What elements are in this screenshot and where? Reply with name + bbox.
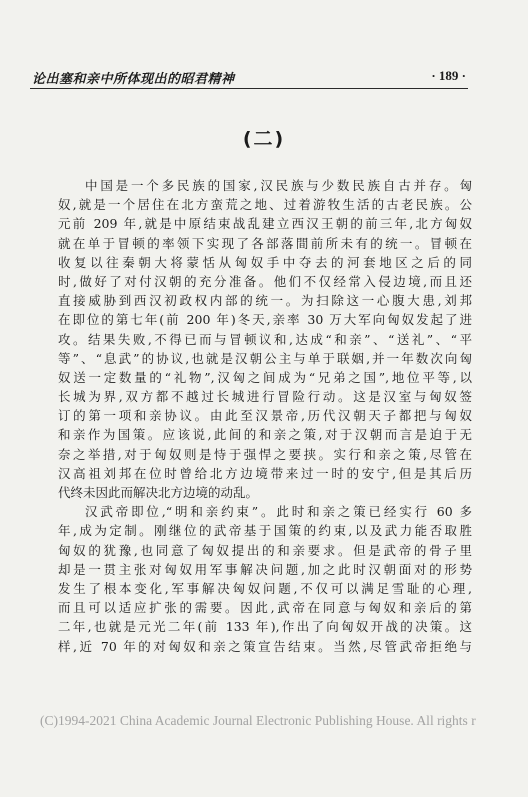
text-line: 和亲作为国策。应该说,此间的和亲之策,对于汉朝而言是迫于无 (58, 427, 472, 443)
paragraph-2 (58, 502, 472, 656)
text-line: 订的第一项和亲协议。由此至汉景帝,历代汉朝天子都把与匈奴 (58, 408, 472, 424)
page-number: · 189 · (431, 68, 466, 83)
running-header-title: 论出塞和亲中所体现出的昭君精神 (32, 72, 235, 87)
text-line: 发生了根本变化,军事解决匈奴问题,不仅可以满足雪耻的心理, (58, 580, 472, 596)
section-heading: (二) (242, 128, 286, 150)
text-line: 就在单于冒顿的率领下实现了各部落間前所未有的统一。冒顿在 (58, 235, 472, 251)
text-line: 在即位的第七年(前 200 年)冬天,亲率 30 万大军向匈奴发起了进 (58, 312, 472, 328)
text-line: 直接威胁到西汉初政权内部的统一。为扫除这一心腹大患,刘邦 (58, 293, 472, 309)
text-line: 汉高祖刘邦在位时曾给北方边境带来过一时的安宁,但是其后历 (58, 465, 472, 481)
text-line: 样,近 70 年的对匈奴和亲之策宣告结束。当然,尽管武帝拒绝与 (58, 638, 472, 654)
paragraph-1 (58, 176, 472, 502)
text-line: 匈奴的犹豫,也同意了匈奴提出的和亲要求。但是武帝的骨子里 (58, 542, 472, 558)
text-line: 却是一贯主张对匈奴用军事解决问题,加之此时汉朝面对的形势 (58, 561, 472, 577)
text-line: 代终未因此而解决北方边境的动乱。 (58, 485, 259, 500)
text-line: 时,做好了对付汉朝的充分准备。他们不仅经常入侵边境,而且还 (58, 273, 472, 289)
text-line: 二年,也就是元光二年(前 133 年),作出了向匈奴开战的决策。这 (58, 619, 472, 635)
text-line: 年,成为定制。刚继位的武帝基于国策的约束,以及武力能否取胜 (58, 523, 472, 539)
text-line: 等”、“息武”的协议,也就是汉朝公主与单于联姻,并一年数次向匈 (58, 350, 472, 366)
running-header (30, 68, 468, 89)
text-line: 汉武帝即位,“明和亲约束”。此时和亲之策已经实行 60 多 (85, 504, 472, 520)
text-line: 奴,就是一个居住在北方蛮荒之地、过着游牧生活的古老民族。公 (58, 197, 472, 213)
text-line: 收复以往秦朝大将蒙恬从匈奴手中夺去的河套地区之后的同 (58, 254, 472, 270)
text-line: 攻。结果失败,不得已而与冒顿议和,达成“和亲”、“送礼”、“平 (58, 331, 472, 347)
text-line: 而且可以适应扩张的需要。因此,武帝在同意与匈奴和亲后的第 (58, 600, 472, 616)
text-line: 奴送一定数量的“礼物”,汉匈之间成为“兄弟之国”,地位平等,以 (58, 369, 472, 385)
text-line: 中国是一个多民族的国家,汉民族与少数民族自古并存。匈 (85, 178, 472, 193)
article-body (58, 176, 472, 656)
text-line: 元前 209 年,就是中原结束战乱建立西汉王朝的前三年,北方匈奴 (58, 216, 472, 232)
text-line: 奈之举措,对于匈奴则是恃于强悍之要挟。实行和亲之策,尽管在 (58, 446, 472, 462)
text-line: 长城为界,双方都不越过长城进行冒险行动。这是汉室与匈奴签 (58, 389, 472, 405)
copyright-watermark: (C)1994-2021 China Academic Journal Electronic Publishing House. All rights r (40, 713, 476, 728)
